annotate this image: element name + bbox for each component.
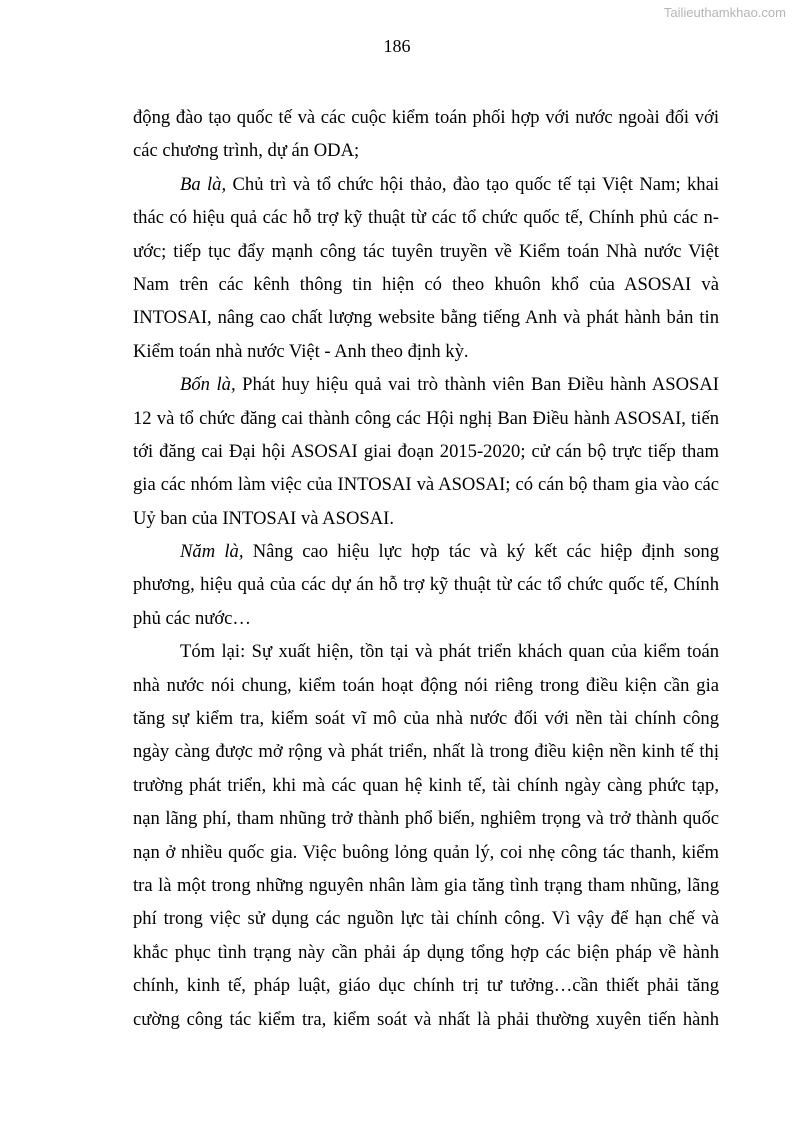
text-line — [133, 573, 719, 606]
line-text: ngày càng được mở rộng và phát triển, nhất là trong điều kiện nền kinh tế thị — [133, 741, 719, 763]
line-text: tăng sự kiểm tra, kiểm soát vĩ mô của nhà nước đối với nền tài chính công — [133, 708, 719, 730]
line-text: Tóm lại: Sự xuất hiện, tồn tại và phát triển khách quan của kiểm toán — [180, 641, 719, 663]
text-line — [133, 974, 719, 1007]
italic-lead: Năm là, — [180, 541, 244, 563]
line-text: thác có hiệu quả các hỗ trợ kỹ thuật từ các tổ chức quốc tế, Chính phủ các n- — [133, 207, 719, 229]
text-line — [133, 540, 719, 573]
line-text: tra là một trong những nguyên nhân làm gia tăng tình trạng tham nhũng, lãng — [133, 874, 719, 896]
line-text: gia các nhóm làm việc của INTOSAI và ASOSAI; có cán bộ tham gia vào các — [133, 474, 719, 496]
text-line — [133, 640, 719, 673]
line-text: chính, kinh tế, pháp luật, giáo dục chính trị tư tưởng…cần thiết phải tăng — [133, 975, 719, 997]
line-text: Phát huy hiệu quả vai trò thành viên Ban Điều hành ASOSAI — [235, 374, 719, 396]
text-line — [133, 907, 719, 940]
line-text: Chủ trì và tổ chức hội thảo, đào tạo quốc tế tại Việt Nam; khai — [226, 173, 719, 195]
line-text: Kiểm toán nhà nước Việt - Anh theo định kỳ. — [133, 340, 469, 362]
line-text: nạn lãng phí, tham nhũng trở thành phổ biến, nghiêm trọng và trở thành quốc — [133, 808, 719, 830]
line-text: các chương trình, dự án ODA; — [133, 140, 360, 162]
line-text: phí trong việc sử dụng các nguồn lực tài chính công. Vì vậy để hạn chế và — [133, 908, 719, 930]
text-line — [133, 473, 719, 506]
text-line — [133, 407, 719, 440]
text-line — [133, 273, 719, 306]
line-text: động đào tạo quốc tế và các cuộc kiểm toán phối hợp với nước ngoài đối với — [133, 107, 719, 128]
line-text: tới đăng cai Đại hội ASOSAI giai đoạn 2015-2020; cử cán bộ trực tiếp tham — [133, 440, 719, 462]
italic-lead: Ba là, — [180, 173, 227, 195]
line-text: nạn ở nhiều quốc gia. Việc buông lỏng quản lý, coi nhẹ công tác thanh, kiểm — [133, 841, 719, 863]
text-line — [133, 874, 719, 907]
document-body — [133, 106, 719, 1041]
text-line — [133, 774, 719, 807]
line-text: 12 và tổ chức đăng cai thành công các Hội nghị Ban Điều hành ASOSAI, tiến — [133, 407, 719, 429]
italic-lead: Bốn là, — [180, 374, 236, 396]
text-line — [133, 941, 719, 974]
line-text: khắc phục tình trạng này cần phải áp dụng tổng hợp các biện pháp về hành — [133, 941, 719, 963]
text-line — [133, 173, 719, 206]
line-text: Nam trên các kênh thông tin hiện có theo khuôn khổ của ASOSAI và — [133, 273, 719, 295]
text-line — [133, 106, 719, 139]
line-text: phương, hiệu quả của các dự án hỗ trợ kỹ thuật từ các tổ chức quốc tế, Chính — [133, 574, 719, 596]
text-line — [133, 841, 719, 874]
page-number: 186 — [383, 36, 411, 56]
line-text: INTOSAI, nâng cao chất lượng website bằng tiếng Anh và phát hành bản tin — [133, 307, 719, 329]
line-text: ước; tiếp tục đẩy mạnh công tác tuyên truyền về Kiểm toán Nhà nước Việt — [133, 240, 719, 262]
text-line — [133, 340, 719, 373]
text-line — [133, 240, 719, 273]
text-line — [133, 373, 719, 406]
line-text: phủ các nước… — [133, 607, 251, 629]
text-line — [133, 807, 719, 840]
line-text: Nâng cao hiệu lực hợp tác và ký kết các hiệp định song — [243, 541, 719, 563]
text-line — [133, 306, 719, 339]
line-text: nhà nước nói chung, kiểm toán hoạt động nói riêng trong điều kiện cần gia — [133, 674, 719, 696]
text-line — [133, 139, 719, 172]
text-line — [133, 674, 719, 707]
text-line — [133, 440, 719, 473]
line-text: cường công tác kiểm tra, kiểm soát và nhất là phải thường xuyên tiến hành — [133, 1008, 719, 1030]
watermark: Tailieuthamkhao.com — [663, 5, 786, 20]
text-line — [133, 707, 719, 740]
text-line — [133, 740, 719, 773]
line-text: trường phát triển, khi mà các quan hệ kinh tế, tài chính ngày càng phức tạp, — [133, 774, 719, 796]
line-text: Uỷ ban của INTOSAI và ASOSAI. — [133, 507, 394, 529]
text-line — [133, 1008, 719, 1041]
text-line — [133, 206, 719, 239]
text-line — [133, 607, 719, 640]
text-line — [133, 507, 719, 540]
